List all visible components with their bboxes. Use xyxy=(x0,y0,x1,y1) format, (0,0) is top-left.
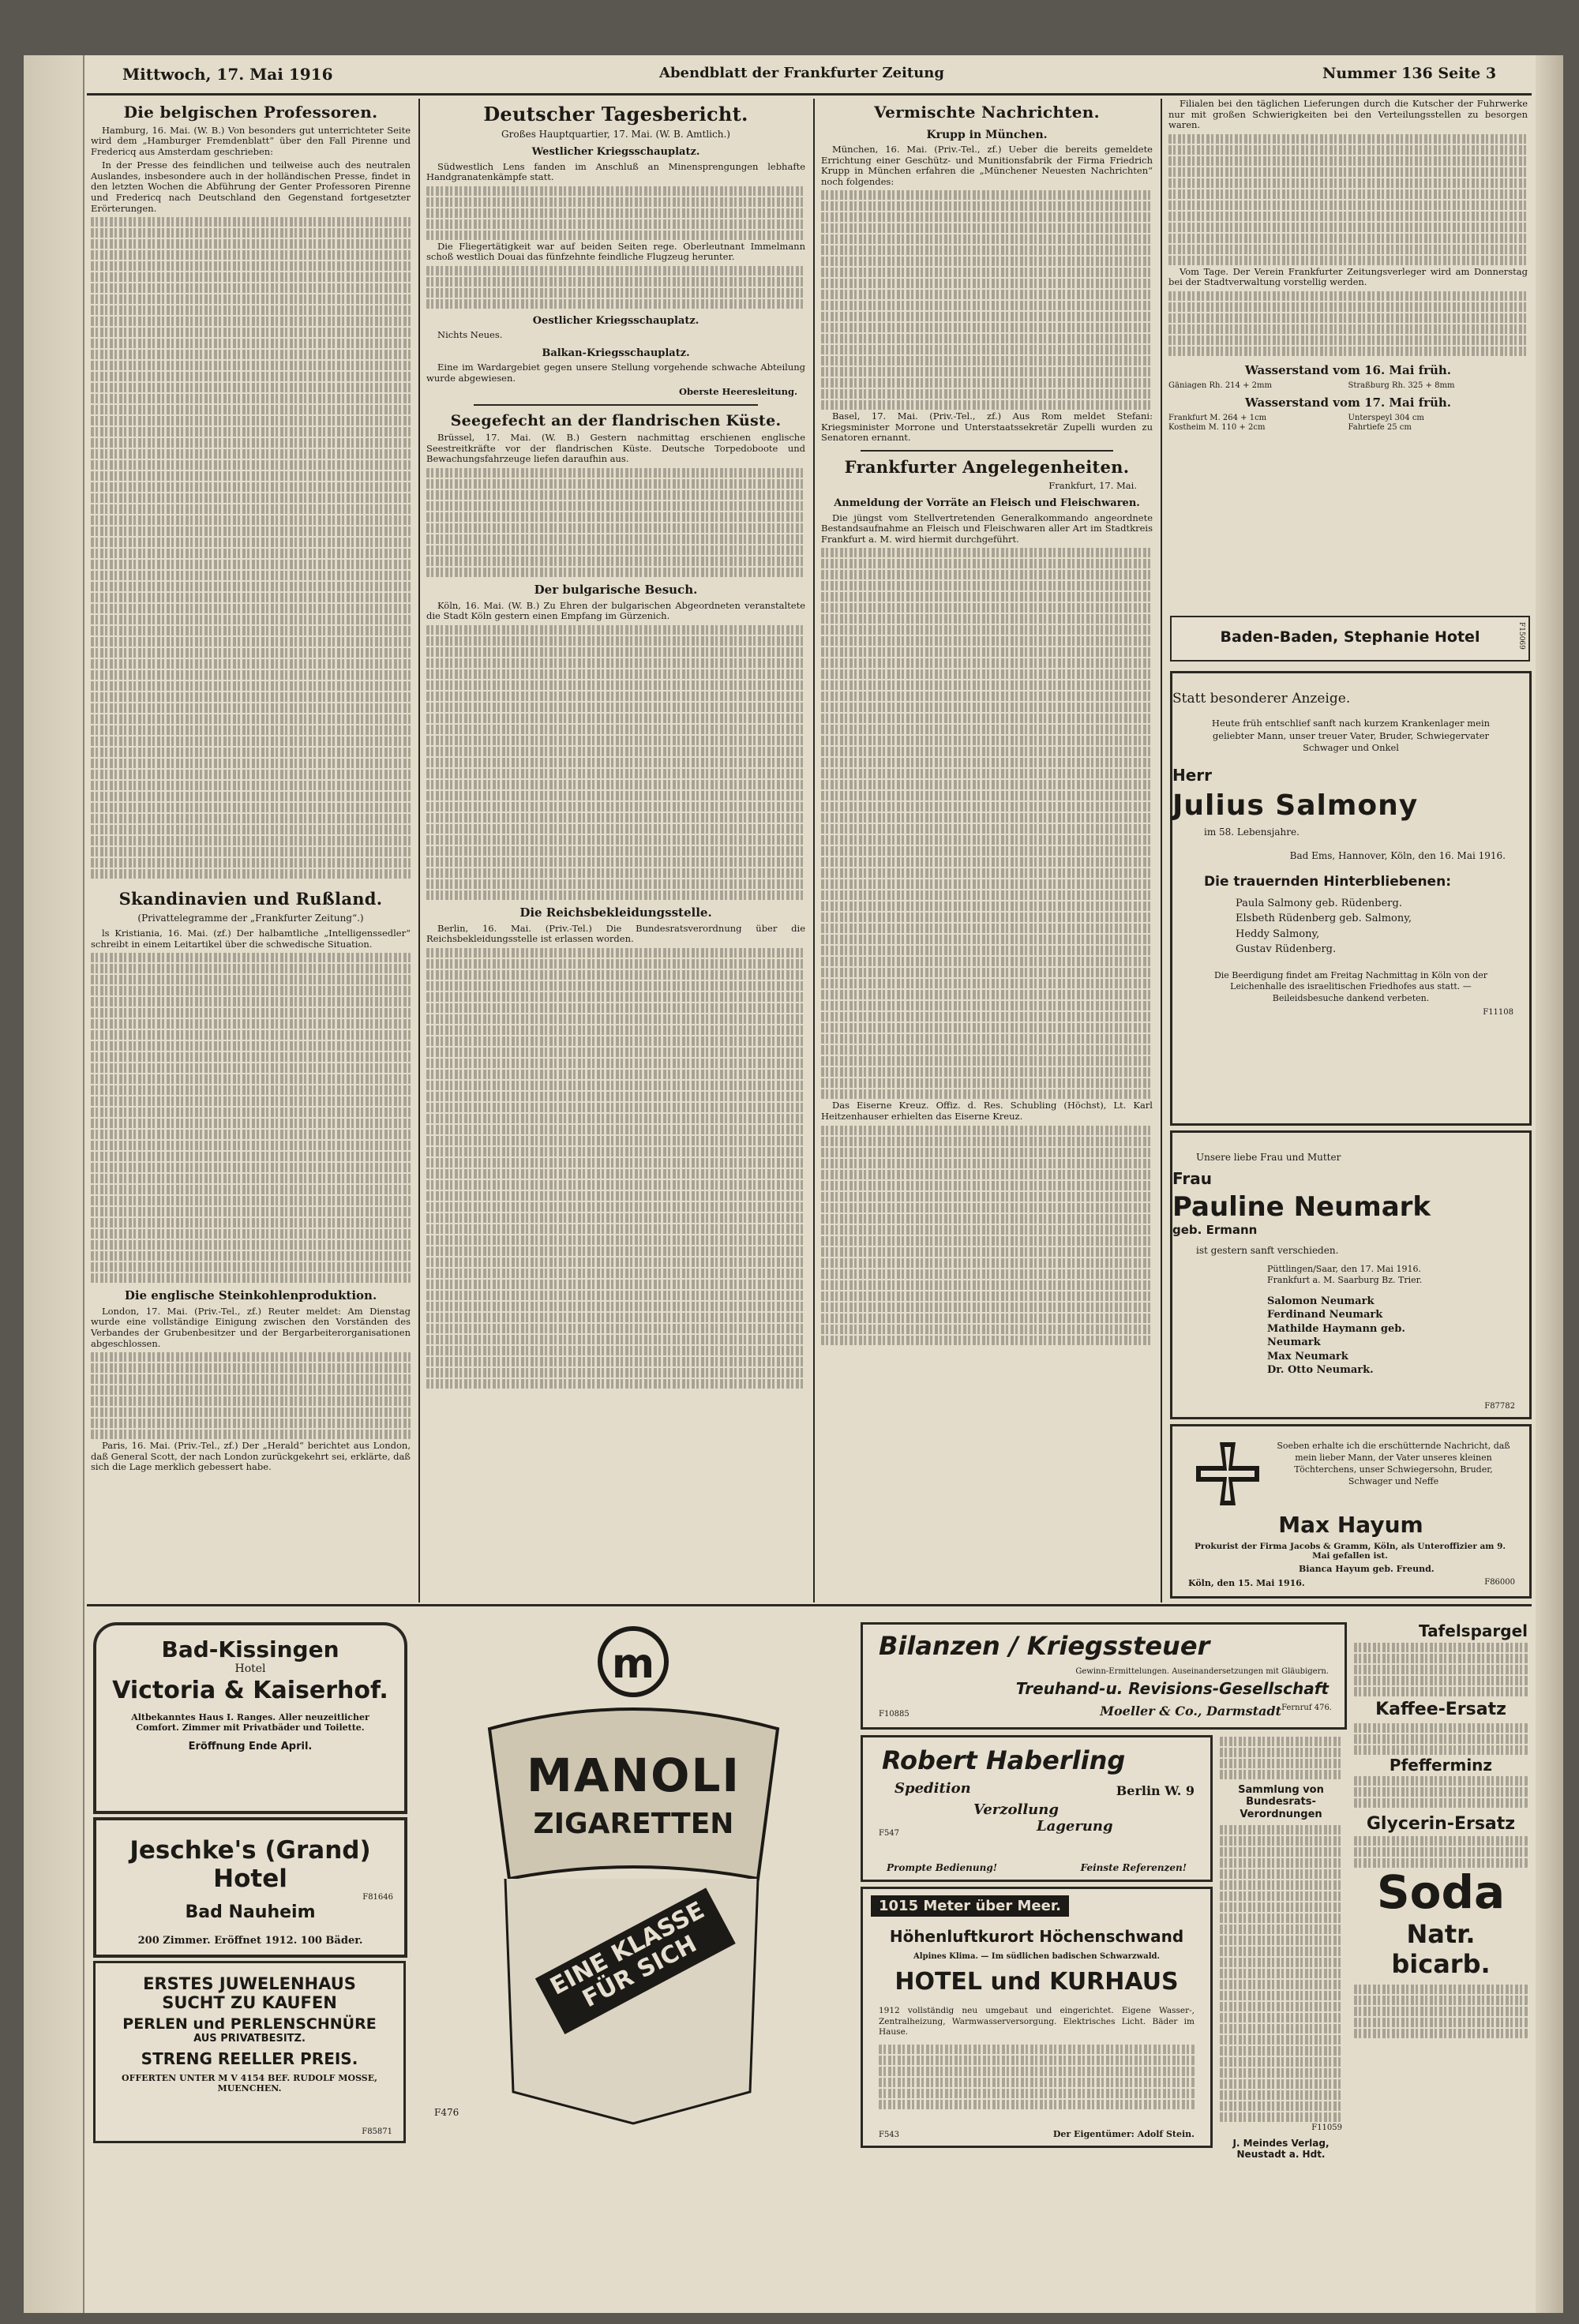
ad-title: Kaffee-Ersatz xyxy=(1375,1699,1506,1719)
ad-city: Berlin W. 9 xyxy=(1116,1783,1195,1798)
svg-text:m: m xyxy=(611,1640,655,1688)
ad-text: Altbekanntes Haus I. Ranges. Aller neuzeitlicher Comfort. Zimmer mit Privatbäder und Toilette. xyxy=(131,1712,369,1733)
wasserstand-17: Wasserstand vom 17. Mai früh. xyxy=(1244,395,1452,410)
ad-firm: Treuhand-u. Revisions-Gesellschaft xyxy=(1015,1679,1329,1698)
binding-spine xyxy=(24,55,84,2313)
ad-code: F476 xyxy=(434,2107,459,2118)
notice-name: Pauline Neumark xyxy=(1172,1191,1431,1223)
headline-tagesbericht: Deutscher Tagesbericht. xyxy=(483,103,748,126)
ad-stephanie-hotel xyxy=(1170,616,1530,662)
dateline: Frankfurt, 17. Mai. xyxy=(1048,479,1137,491)
notice-age: im 58. Lebensjahre. xyxy=(1204,826,1300,838)
ad-juwelenhaus xyxy=(93,1961,406,2143)
masthead xyxy=(91,60,1551,88)
text-lines xyxy=(1354,1776,1528,1808)
ad-publisher: J. Meindes Verlag, Neustadt a. Hdt. xyxy=(1232,2137,1330,2160)
subhead-krupp: Krupp in München. xyxy=(926,128,1048,141)
text-lines xyxy=(1354,1985,1528,2038)
article-text: München, 16. Mai. (Priv.-Tel., zf.) Ueber die bereits gemeldete Errichtung einer Geschütz- und Munitionsfabrik der Firma Friedrich Krupp in München erfahren die „Münchener Neuesten Nachrichten“ noch folgendes: xyxy=(821,144,1153,187)
article-text: Hamburg, 16. Mai. (W. B.) Von besonders gut unterrichteter Seite wird dem „Hamburger Fremdenblatt“ über den Fall Pirenne und Fredericq aus Amsterdam geschrieben: xyxy=(91,124,411,157)
section-ost: Oestlicher Kriegsschauplatz. xyxy=(532,315,699,328)
ad-footer: Feinste Referenzen! xyxy=(1080,1862,1187,1873)
death-notice-neumark xyxy=(1170,1130,1532,1419)
ad-code: F11108 xyxy=(1483,1008,1513,1018)
family-member: Ferdinand Neumark xyxy=(1267,1309,1383,1321)
column-1 xyxy=(91,99,411,1599)
ad-service: Spedition xyxy=(895,1780,971,1797)
column-4 xyxy=(1168,99,1528,604)
article-text: Die jüngst vom Stellvertretenden Generalkommando angeordnete Bestandsaufnahme an Fleisch und Fleischwaren aller Art im Stadtkreis Frankfurt a. M. wird hiermit durchgeführt. xyxy=(821,512,1153,545)
masthead-date: Mittwoch, 17. Mai 1916 xyxy=(122,65,333,84)
notice-intro: Statt besonderer Anzeige. xyxy=(1172,691,1351,707)
mourner: Elsbeth Rüdenberg geb. Salmony, xyxy=(1236,913,1412,925)
masthead-number: Nummer 136 Seite 3 xyxy=(1322,65,1497,82)
text-lines xyxy=(1354,1723,1528,1755)
ad-text: 200 Zimmer. Eröffnet 1912. 100 Bäder. xyxy=(137,1935,363,1947)
column-2 xyxy=(426,99,805,1599)
ad-title: Bilanzen / Kriegssteuer xyxy=(879,1631,1210,1661)
ad-altitude: 1015 Meter über Meer. xyxy=(871,1895,1069,1917)
mourner: Heddy Salmony, xyxy=(1236,928,1320,940)
ad-service: Verzollung xyxy=(973,1801,1059,1818)
ad-town: Bad-Kissingen xyxy=(161,1636,339,1662)
family-member: Dr. Otto Neumark. xyxy=(1267,1364,1374,1377)
ad-hotel-name: Victoria & Kaiserhof. xyxy=(112,1677,388,1704)
ad-kissingen xyxy=(93,1622,407,1814)
manoli-artwork xyxy=(418,1618,849,2143)
text-lines xyxy=(1220,1825,1342,2122)
divider xyxy=(861,450,1113,452)
notice-burial: Die Beerdigung findet am Freitag Nachmittag in Köln von der Leichenhalle des israelitischen Friedhofes aus statt. — Beileidsbesuche dankend verbeten. xyxy=(1213,969,1488,1004)
text-lines xyxy=(426,948,805,1389)
notice-herr: Herr xyxy=(1172,765,1213,785)
notice-text: ist gestern sanft verschieden. xyxy=(1196,1245,1339,1256)
notice-place: Bad Ems, Hannover, Köln, den 16. Mai 1916. xyxy=(1289,849,1506,861)
subhead: Großes Hauptquartier, 17. Mai. (W. B. Amtlich.) xyxy=(501,129,730,141)
text-lines xyxy=(821,548,1153,1099)
ad-city: Moeller & Co., Darmstadt xyxy=(1100,1704,1281,1719)
signature: Oberste Heeresleitung. xyxy=(678,386,797,398)
notice-place: Püttlingen/Saar, den 17. Mai 1916. Frankfurt a. M. Saarburg Bz. Trier. xyxy=(1267,1264,1423,1286)
notice-mourners xyxy=(1236,896,1466,958)
wasserstand-row: Fahrtiefe 25 cm xyxy=(1348,422,1412,432)
wasserstand-16: Wasserstand vom 16. Mai früh. xyxy=(1244,362,1452,377)
text-lines xyxy=(1354,1643,1528,1696)
ad-title: Sammlung von Bundesrats-Verordnungen xyxy=(1238,1784,1324,1820)
iron-cross-icon xyxy=(1196,1442,1259,1505)
manoli-product: ZIGARETTEN xyxy=(533,1808,734,1840)
wasserstand-table xyxy=(1168,414,1528,433)
article-text: ls Kristiania, 16. Mai. (zf.) Der halbamtliche „Intelligenssedler“ schreibt in einem Leitartikel über die schwedische Situation. xyxy=(91,928,411,950)
column-rule-2 xyxy=(813,99,815,1602)
ad-code: F543 xyxy=(879,2131,900,2139)
family-member: Salomon Neumark xyxy=(1267,1295,1375,1307)
family-member: Max Neumark xyxy=(1267,1350,1348,1363)
ad-jeschke xyxy=(93,1817,407,1958)
article-text: In der Presse des feindlichen und teilweise auch des neutralen Auslandes, insbesondere auch in der holländischen Presse, findet in den letzten Wochen die Abführung der Genter Professoren Pirenne und Fredericq nach Deutschland den Gegenstand fortgesetzter Erörterungen. xyxy=(91,159,411,214)
notice-intro: Unsere liebe Frau und Mutter xyxy=(1196,1152,1341,1163)
text-lines xyxy=(426,186,805,240)
notice-place: Köln, den 15. Mai 1916. xyxy=(1188,1578,1305,1588)
ad-line: PERLEN und PERLENSCHNÜRE xyxy=(122,2015,377,2033)
article-text: London, 17. Mai. (Priv.-Tel., zf.) Reuter meldet: Am Dienstag wurde eine vollständige Einigung zwischen den Vorständen des Verbandes der Grubenbesitzer und der Bergarbeiterorganisationen abgeschlossen. xyxy=(91,1305,411,1349)
ad-line: OFFERTEN UNTER M V 4154 BEF. RUDOLF MOSSE, MUENCHEN. xyxy=(122,2073,377,2093)
ad-code: F547 xyxy=(879,1829,900,1838)
ad-owner: Der Eigentümer: Adolf Stein. xyxy=(1052,2129,1195,2139)
text-lines xyxy=(1168,134,1528,265)
hotel-name: Baden-Baden, Stephanie Hotel xyxy=(1220,628,1480,646)
notice-frau: Frau xyxy=(1172,1169,1212,1188)
wasserstand-table xyxy=(1168,381,1528,391)
headline-vermischte: Vermischte Nachrichten. xyxy=(874,103,1100,122)
text-lines xyxy=(821,1126,1153,1345)
small-ads-right xyxy=(1354,1622,1528,2143)
article-text: Köln, 16. Mai. (W. B.) Zu Ehren der bulgarischen Abgeordneten veranstaltete die Stadt Köln gestern einen Empfang im Gürzenich. xyxy=(426,599,805,622)
death-notice-hayum xyxy=(1170,1424,1532,1599)
newspaper-page xyxy=(24,55,1563,2313)
ad-line: SUCHT ZU KAUFEN xyxy=(162,1993,337,2012)
ad-phone: Fernruf 476. xyxy=(1281,1704,1332,1712)
text-lines xyxy=(1354,1836,1528,1868)
ad-hotel-label: Hotel xyxy=(234,1662,266,1675)
ad-bilanzen xyxy=(861,1622,1347,1730)
ad-section-rule xyxy=(87,1604,1532,1606)
ad-code: F86000 xyxy=(1484,1578,1515,1587)
ad-code: F15069 xyxy=(1517,622,1525,650)
ad-town: Bad Nauheim xyxy=(185,1902,316,1922)
notice-text: Heute früh entschlief sanft nach kurzem Krankenlager mein geliebter Mann, unser treuer Vater, Bruder, Schwiegervater Schwager und Onkel xyxy=(1211,718,1491,754)
headline-bulgarisch: Der bulgarische Besuch. xyxy=(534,583,698,598)
article-text: Das Eiserne Kreuz. Offiz. d. Res. Schubling (Höchst), Lt. Karl Heitzenhauser erhielten das Eiserne Kreuz. xyxy=(821,1100,1153,1122)
text-lines xyxy=(879,2043,1195,2111)
headline-anmeldung: Anmeldung der Vorräte an Fleisch und Fleischwaren. xyxy=(834,497,1140,510)
ad-hotel: HOTEL und KURHAUS xyxy=(895,1968,1179,1996)
notice-family xyxy=(1267,1295,1435,1378)
article-text: Südwestlich Lens fanden im Anschluß an Minensprengungen lebhafte Handgranatenkämpfe statt. xyxy=(426,160,805,183)
ad-line: AUS PRIVATBESITZ. xyxy=(193,2033,306,2045)
notice-geb: geb. Ermann xyxy=(1172,1223,1258,1237)
ad-resort: Höhenluftkurort Höchenschwand xyxy=(889,1927,1184,1946)
text-lines xyxy=(426,625,805,900)
column-rule-3 xyxy=(1161,99,1162,1602)
manoli-slogan: EINE KLASSE FÜR SICH xyxy=(546,1896,710,2014)
ad-code: F85871 xyxy=(362,2127,392,2136)
manoli-brand: MANOLI xyxy=(527,1749,741,1802)
article-text: Filialen bei den täglichen Lieferungen durch die Kutscher der Fuhrwerke nur mit großen Schwierigkeiten bei den Verteilungsstellen zu besorgen waren. xyxy=(1168,98,1528,131)
ad-title: Soda xyxy=(1376,1865,1506,1920)
wasserstand-row: Gäniagen Rh. 214 + 2mm xyxy=(1168,380,1272,390)
mourner: Gustav Rüdenberg. xyxy=(1236,943,1337,956)
ad-text: 1912 vollständig neu umgebaut und eingerichtet. Eigene Wasser-, Zentralheizung, Warmwasserversorgung. Elektrisches Licht. Bäder im Hause. xyxy=(879,2006,1195,2037)
section-west: Westlicher Kriegsschauplatz. xyxy=(531,146,700,159)
ad-code: F10885 xyxy=(879,1710,910,1719)
article-text: Basel, 17. Mai. (Priv.-Tel., zf.) Aus Rom meldet Stefani: Kriegsminister Morrone und Unterstaatssekretär Zupelli wurden zu Senatoren ernannt. xyxy=(821,410,1153,444)
text-lines xyxy=(91,1352,411,1439)
wasserstand-row: Frankfurt M. 264 + 1cm xyxy=(1168,413,1267,422)
subhead: (Privattelegramme der „Frankfurter Zeitung“.) xyxy=(137,912,364,924)
ad-footer: Prompte Bedienung! xyxy=(887,1862,997,1873)
ad-line: ERSTES JUWELENHAUS xyxy=(143,1974,356,1993)
masthead-paper: Abendblatt der Frankfurter Zeitung xyxy=(659,65,944,81)
ad-firm: Robert Haberling xyxy=(882,1745,1126,1775)
notice-signature: Bianca Hayum geb. Freund. xyxy=(1299,1564,1435,1574)
article-text: Eine im Wardargebiet gegen unsere Stellung vorgehende schwache Abteilung wurde abgewiesen. xyxy=(426,362,805,384)
article-text: Nichts Neues. xyxy=(437,329,503,341)
ad-title: Natr. bicarb. xyxy=(1391,1919,1491,1979)
notice-name: Julius Salmony xyxy=(1172,789,1419,822)
wasserstand-row: Unterspeyl 304 cm xyxy=(1348,413,1424,422)
notice-role: Prokurist der Firma Jacobs & Gramm, Köln, als Unteroffizier am 9. Mai gefallen ist. xyxy=(1194,1542,1506,1561)
headline-reichsbekleidung: Die Reichsbekleidungsstelle. xyxy=(519,905,712,920)
ad-code: F11059 xyxy=(1311,2123,1342,2132)
ad-line: STRENG REELLER PREIS. xyxy=(141,2049,358,2068)
ad-hoechenschwand xyxy=(861,1887,1213,2148)
page-edge xyxy=(1536,55,1563,2313)
article-text: Berlin, 16. Mai. (Priv.-Tel.) Die Bundesratsverordnung über die Reichsbekleidungsstelle ist erlassen worden. xyxy=(426,922,805,945)
article-text: Paris, 16. Mai. (Priv.-Tel., zf.) Der „Herald“ berichtet aus London, daß General Scott, der nach London zurückgekehrt sei, erklärte, daß sich die Lage merklich gebessert habe. xyxy=(91,1440,411,1473)
headline-frankfurter: Frankfurter Angelegenheiten. xyxy=(844,457,1130,478)
headline-steinkohle: Die englische Steinkohlenproduktion. xyxy=(124,1288,377,1303)
ad-title: Tafelspargel xyxy=(1419,1621,1528,1640)
mourner: Paula Salmony geb. Rüdenberg. xyxy=(1236,897,1402,909)
wasserstand-row: Straßburg Rh. 325 + 8mm xyxy=(1348,380,1455,390)
ad-sub: Gewinn-Ermittelungen. Auseinandersetzungen mit Gläubigern. xyxy=(1075,1667,1329,1676)
notice-mourners-title: Die trauernden Hinterbliebenen: xyxy=(1204,873,1451,890)
ad-opening: Eröffnung Ende April. xyxy=(188,1741,313,1752)
death-notice-salmony xyxy=(1170,671,1532,1126)
headline-seegefecht: Seegefecht an der flandrischen Küste. xyxy=(450,411,782,429)
section-balkan: Balkan-Kriegsschauplatz. xyxy=(542,347,690,359)
notice-text: Soeben erhalte ich die erschütternde Nachricht, daß mein lieber Mann, der Vater unseres kleinen Töchterchens, unser Schwiegersohn, Bruder, Schwager und Neffe xyxy=(1277,1441,1510,1486)
text-lines xyxy=(821,190,1153,410)
divider xyxy=(474,404,758,406)
column-3 xyxy=(821,99,1153,1599)
ad-sub: Alpines Klima. — Im südlichen badischen Schwarzwald. xyxy=(913,1952,1160,1961)
text-lines xyxy=(426,266,805,309)
masthead-rule xyxy=(87,93,1532,96)
text-lines xyxy=(1220,1737,1342,1779)
text-lines xyxy=(426,468,805,577)
small-ads-middle xyxy=(1220,1735,1342,2160)
column-rule-1 xyxy=(418,99,420,1602)
text-lines xyxy=(91,217,411,879)
article-text: Vom Tage. Der Verein Frankfurter Zeitungsverleger wird am Donnerstag bei der Stadtverwaltung vorstellig werden. xyxy=(1168,265,1528,288)
headline-skandinavien: Skandinavien und Rußland. xyxy=(118,889,383,909)
ad-manoli xyxy=(418,1618,849,2143)
ad-haberling: Robert Haberling Berlin W. 9 Spedition Verzollung Lagerung F547 Prompte Bedienung! Feinste Referenzen! xyxy=(861,1735,1213,1882)
headline-professoren: Die belgischen Professoren. xyxy=(123,103,378,122)
ad-code: F87782 xyxy=(1484,1402,1515,1411)
text-lines xyxy=(1168,291,1528,356)
text-lines xyxy=(91,953,411,1283)
article-text: Die Fliegertätigkeit war auf beiden Seiten rege. Oberleutnant Immelmann schoß westlich Douai das fünfzehnte feindliche Flugzeug herunter. xyxy=(426,240,805,263)
article-text: Brüssel, 17. Mai. (W. B.) Gestern nachmittag erschienen englische Seestreitkräfte vor der flandrischen Küste. Deutsche Torpedoboote und Bewachungsfahrzeuge liefen daraufhin aus. xyxy=(426,432,805,465)
ad-hotel-name: Jeschke's (Grand) Hotel xyxy=(129,1836,371,1893)
wasserstand-row: Kostheim M. 110 + 2cm xyxy=(1168,422,1266,432)
ad-code: F81646 xyxy=(362,1893,393,1902)
family-member: Mathilde Haymann geb. Neumark xyxy=(1267,1322,1405,1349)
notice-name: Max Hayum xyxy=(1278,1512,1423,1538)
ad-title: Pfefferminz xyxy=(1389,1755,1493,1775)
ad-title: Glycerin-Ersatz xyxy=(1366,1814,1516,1835)
